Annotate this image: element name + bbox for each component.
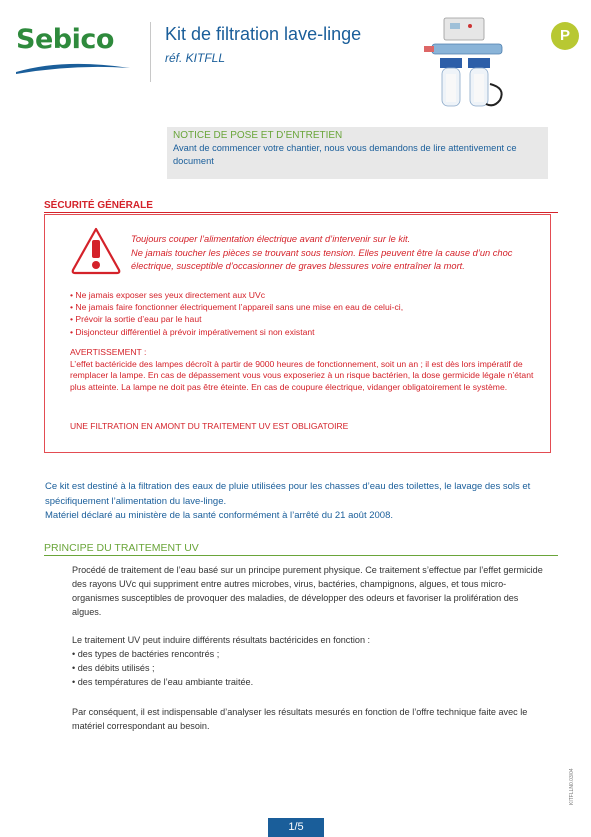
section-divider-principe (44, 555, 558, 556)
list-item: • Ne jamais exposer ses yeux directement aux UVc (70, 290, 266, 300)
product-reference: réf. KITFLL (165, 51, 226, 65)
avertissement-block (70, 347, 540, 394)
page-number: 1/5 (268, 818, 324, 837)
list-item: • Prévoir la sortie d’eau par le haut (70, 314, 202, 325)
filtration-kit-image (420, 14, 510, 114)
warning-lead (131, 233, 546, 274)
exclamation-warning-icon (70, 226, 122, 276)
logo-text: Sebico (16, 24, 114, 55)
principe-list-intro: Le traitement UV peut induire différents résultats bactéricides en fonction : (72, 635, 371, 645)
document-side-reference: KITFLLN0.03/04 (569, 768, 575, 805)
intro-line1: Ce kit est destiné à la filtration des eaux de pluie utilisées pour les chasses d’eau des toilettes, le lavage des sols et spécifiquement l’alimentation du lave-linge. (45, 481, 531, 507)
safety-bullets (70, 289, 540, 338)
header-divider (150, 22, 151, 82)
badge-p: P (551, 22, 579, 50)
logo-swoosh-icon (14, 60, 132, 76)
section-heading-principe: PRINCIPE DU TRAITEMENT UV (44, 542, 199, 554)
page-title: Kit de filtration lave-linge (165, 24, 362, 44)
section-divider-securite (44, 212, 558, 213)
notice-box (167, 127, 548, 179)
warning-lead-line1: Toujours couper l’alimentation électrique avant d’intervenir sur le kit. (131, 234, 411, 244)
avertissement-title: AVERTISSEMENT : (70, 347, 147, 357)
list-item: • des températures de l’eau ambiante traitée. (72, 677, 254, 687)
filtration-obligatoire-note: UNE FILTRATION EN AMONT DU TRAITEMENT UV EST OBLIGATOIRE (70, 421, 349, 431)
list-item: • des débits utilisés ; (72, 663, 155, 673)
principe-paragraph-2 (72, 633, 550, 689)
principe-paragraph-3: Par conséquent, il est indispensable d’analyser les résultats mesurés en fonction de l’offre technique faite avec le matériel correspondant au besoin. (72, 707, 528, 731)
notice-text: Avant de commencer votre chantier, nous vous demandons de lire attentivement ce document (173, 143, 517, 166)
section-heading-securite: SÉCURITÉ GÉNÉRALE (44, 200, 153, 211)
intro-text (45, 480, 555, 524)
sebico-logo (14, 24, 134, 84)
warning-lead-line2: Ne jamais toucher les pièces se trouvant sous tension. Elles peuvent être la cause d’un choc électrique, susceptible d’occasionner de graves blessures voire entraîner la mort. (131, 247, 513, 271)
principe-paragraph-1: Procédé de traitement de l’eau basé sur un principe purement physique. Ce traitement s’effectue par l’effet germicide des rayons UVc qui suppriment entre autres microbes, virus, bactéries, champignons, algues, et tous micro-organismes susceptibles de provoquer des maladies, de développer des odeurs et favoriser la prolifération des algues. (72, 565, 543, 617)
list-item: • Disjoncteur différentiel à prévoir impérativement si non existant (70, 326, 315, 337)
intro-line2: Matériel déclaré au ministère de la santé conformément à l’arrêté du 21 août 2008. (45, 510, 394, 521)
notice-title: NOTICE DE POSE ET D’ENTRETIEN (173, 130, 343, 141)
avertissement-text: L’effet bactéricide des lampes décroît à partir de 9000 heures de fonctionnement, soit un an ; il est dès lors impératif de remplacer la lampe. En cas de dépassement vous vous exposeriez à un risque bactérien, la dose germicide légale n’étant plus atteinte. La lampe ne doit pas être éteinte. En cas de coupure électrique, vidanger obligatoirement le système. (70, 358, 534, 393)
list-item: • des types de bactéries rencontrés ; (72, 649, 220, 659)
list-item: • Ne jamais faire fonctionner électriquement l’appareil sans une mise en eau de celui-ci, (70, 302, 404, 313)
